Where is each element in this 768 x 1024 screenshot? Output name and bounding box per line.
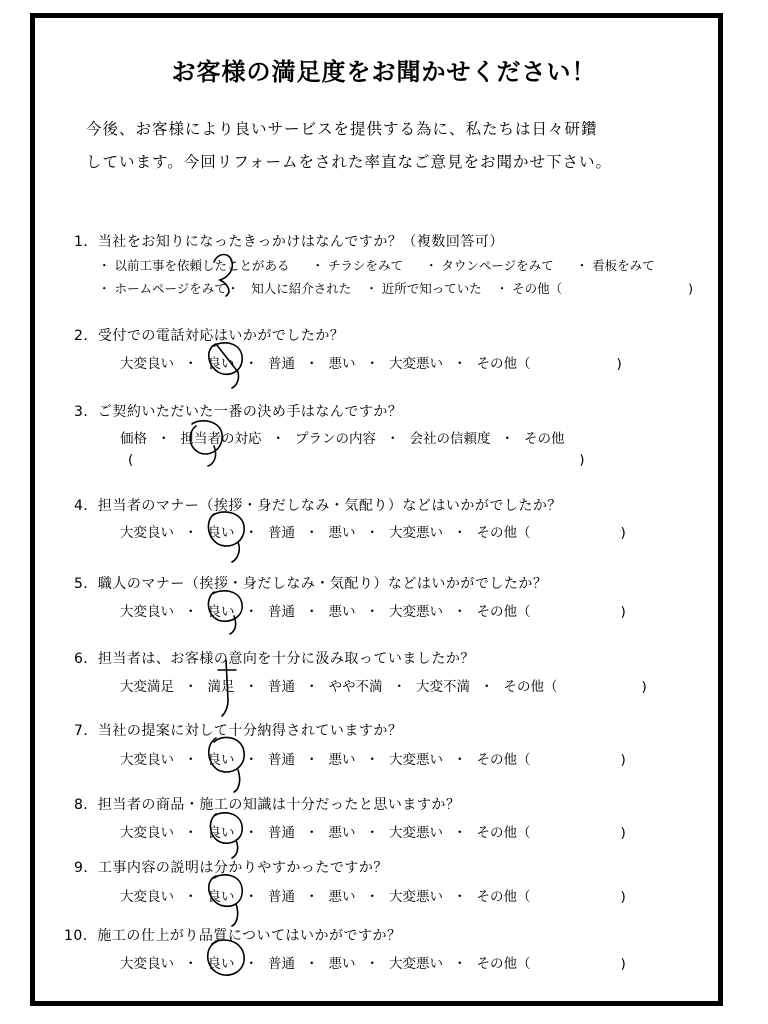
- q8-option-very-good[interactable]: 大変良い: [120, 825, 174, 841]
- q8-options: 大変良い ・ 良い ・ 普通 ・ 悪い ・ 大変悪い ・ その他（ ): [120, 821, 626, 841]
- intro-line-1: 今後、お客様により良いサービスを提供する為に、私たちは日々研鑽: [86, 120, 598, 138]
- q2-option-very-good[interactable]: 大変良い: [120, 356, 174, 372]
- q9-option-bad[interactable]: 悪い: [328, 889, 356, 905]
- q4-option-good[interactable]: 良い: [207, 525, 235, 541]
- q6-option-very-satisfied[interactable]: 大変満足: [120, 679, 174, 695]
- q9-options: 大変良い ・ 良い ・ 普通 ・ 悪い ・ 大変悪い ・ その他（ ): [120, 885, 626, 905]
- q1-options-row-2: [98, 279, 693, 297]
- q7-option-good[interactable]: 良い: [207, 752, 235, 768]
- q3-options: 価格 ・ 担当者の対応 ・ プランの内容 ・ 会社の信頼度 ・ その他: [120, 427, 565, 447]
- q6-option-other[interactable]: その他（: [503, 679, 558, 695]
- q6-options: 大変満足 ・ 満足 ・ 普通 ・ やや不満 ・ 大変不満 ・ その他（ ): [120, 675, 647, 695]
- q1-option-neighborhood[interactable]: ・ 近所で知っていた: [365, 281, 482, 296]
- q7-options: 大変良い ・ 良い ・ 普通 ・ 悪い ・ 大変悪い ・ その他（ ): [120, 748, 626, 768]
- q9-option-normal[interactable]: 普通: [268, 889, 295, 905]
- q1-option-other[interactable]: ・ その他（: [495, 281, 563, 296]
- q4-option-very-bad[interactable]: 大変悪い: [389, 525, 443, 541]
- q3-option-staff[interactable]: 担当者の対応: [180, 431, 262, 447]
- q2-options: 大変良い ・ 良い ・ 普通 ・ 悪い ・ 大変悪い ・ その他（ ): [120, 352, 622, 372]
- q4-close-paren: ): [620, 525, 626, 541]
- q1-option-flyer[interactable]: ・ チラシをみて: [311, 258, 403, 273]
- q2-option-normal[interactable]: 普通: [268, 356, 295, 372]
- q4-option-very-good[interactable]: 大変良い: [120, 525, 174, 541]
- q2-option-good[interactable]: 良い: [207, 356, 235, 372]
- q5-option-very-good[interactable]: 大変良い: [120, 604, 174, 620]
- q1-option-signboard[interactable]: ・ 看板をみて: [575, 258, 655, 273]
- q9-close-paren: ): [620, 889, 626, 905]
- intro-line-2: しています。今回リフォームをされた率直なご意見をお聞かせ下さい。: [86, 153, 612, 171]
- q5-option-other[interactable]: その他（: [476, 604, 531, 620]
- q1-options-row-1: [98, 256, 655, 274]
- q7-option-other[interactable]: その他（: [476, 752, 531, 768]
- question-2: 2．受付での電話対応はいかがでしたか？: [74, 328, 345, 344]
- q6-option-normal[interactable]: 普通: [268, 679, 295, 695]
- q1-option-referral[interactable]: 知人に紹介された: [251, 281, 352, 296]
- q8-option-good[interactable]: 良い: [207, 825, 235, 841]
- q5-option-good[interactable]: 良い: [207, 604, 235, 620]
- q8-option-normal[interactable]: 普通: [268, 825, 295, 841]
- q4-option-other[interactable]: その他（: [476, 525, 531, 541]
- q6-option-satisfied[interactable]: 満足: [207, 679, 235, 695]
- q3-option-other[interactable]: その他: [524, 431, 565, 447]
- q10-options: 大変良い ・ 良い ・ 普通 ・ 悪い ・ 大変悪い ・ その他（ ): [120, 952, 626, 972]
- q4-options: 大変良い ・ 良い ・ 普通 ・ 悪い ・ 大変悪い ・ その他（ ): [120, 521, 626, 541]
- q2-close-paren: ): [616, 356, 622, 372]
- q9-option-good[interactable]: 良い: [207, 889, 235, 905]
- question-3: 3．ご契約いただいた一番の決め手はなんですか？: [74, 404, 403, 420]
- q7-option-very-bad[interactable]: 大変悪い: [389, 752, 443, 768]
- q9-option-very-bad[interactable]: 大変悪い: [389, 889, 443, 905]
- question-6: 6．担当者は、お客様の意向を十分に汲み取っていましたか？: [74, 651, 475, 667]
- q9-option-other[interactable]: その他（: [476, 889, 531, 905]
- q10-option-other[interactable]: その他（: [476, 956, 531, 972]
- question-5: 5．職人のマナー（挨拶・身だしなみ・気配り）などはいかがでしたか？: [74, 576, 548, 592]
- q10-option-bad[interactable]: 悪い: [328, 956, 356, 972]
- q10-option-very-good[interactable]: 大変良い: [120, 956, 174, 972]
- survey-title: お客様の満足度をお聞かせください！: [171, 58, 597, 86]
- q4-option-bad[interactable]: 悪い: [328, 525, 356, 541]
- q8-close-paren: ): [620, 825, 626, 841]
- question-10: 10．施工の仕上がり品質についてはいかがですか？: [64, 928, 402, 944]
- q10-option-normal[interactable]: 普通: [268, 956, 295, 972]
- q5-close-paren: ): [620, 604, 626, 620]
- q3-option-trust[interactable]: 会社の信頼度: [409, 431, 491, 447]
- question-9: 9．工事内容の説明は分かりやすかったですか？: [74, 860, 388, 876]
- q2-option-other[interactable]: その他（: [476, 356, 531, 372]
- q1-option-townpage[interactable]: ・ タウンページをみて: [424, 258, 554, 273]
- q6-option-very-dissatisfied[interactable]: 大変不満: [416, 679, 470, 695]
- q7-option-normal[interactable]: 普通: [268, 752, 295, 768]
- q2-option-bad[interactable]: 悪い: [328, 356, 356, 372]
- q1-option-previous-work[interactable]: ・ 以前工事を依頼したことがある: [98, 258, 290, 273]
- q3-close-paren: ): [579, 452, 585, 468]
- q9-option-very-good[interactable]: 大変良い: [120, 889, 174, 905]
- q6-option-slightly-dissatisfied[interactable]: やや不満: [328, 679, 383, 695]
- q3-other-line: [128, 452, 585, 468]
- q5-option-bad[interactable]: 悪い: [328, 604, 356, 620]
- question-1: 1．当社をお知りになったきっかけはなんですか？（複数回答可）: [74, 234, 504, 250]
- q1-option-homepage[interactable]: ・ ホームページをみて・: [98, 281, 240, 296]
- q5-options: 大変良い ・ 良い ・ 普通 ・ 悪い ・ 大変悪い ・ その他（ ): [120, 600, 626, 620]
- q1-close-paren: ): [688, 281, 694, 296]
- q7-close-paren: ): [620, 752, 626, 768]
- q3-option-price[interactable]: 価格: [120, 431, 147, 447]
- q5-option-normal[interactable]: 普通: [268, 604, 295, 620]
- q8-option-bad[interactable]: 悪い: [328, 825, 356, 841]
- q3-open-paren: (: [128, 452, 134, 468]
- q7-option-very-good[interactable]: 大変良い: [120, 752, 174, 768]
- q8-option-other[interactable]: その他（: [476, 825, 531, 841]
- question-7: 7．当社の提案に対して十分納得されていますか？: [74, 723, 403, 739]
- q3-option-plan[interactable]: プランの内容: [295, 431, 376, 447]
- q10-close-paren: ): [620, 956, 626, 972]
- q2-option-very-bad[interactable]: 大変悪い: [389, 356, 443, 372]
- q6-close-paren: ): [641, 679, 647, 695]
- q7-option-bad[interactable]: 悪い: [328, 752, 356, 768]
- q5-option-very-bad[interactable]: 大変悪い: [389, 604, 443, 620]
- question-4: 4．担当者のマナー（挨拶・身だしなみ・気配り）などはいかがでしたか？: [74, 498, 562, 514]
- q10-option-very-bad[interactable]: 大変悪い: [389, 956, 443, 972]
- question-8: 8．担当者の商品・施工の知識は十分だったと思いますか？: [74, 797, 461, 813]
- q10-option-good[interactable]: 良い: [207, 956, 235, 972]
- q4-option-normal[interactable]: 普通: [268, 525, 295, 541]
- q8-option-very-bad[interactable]: 大変悪い: [389, 825, 443, 841]
